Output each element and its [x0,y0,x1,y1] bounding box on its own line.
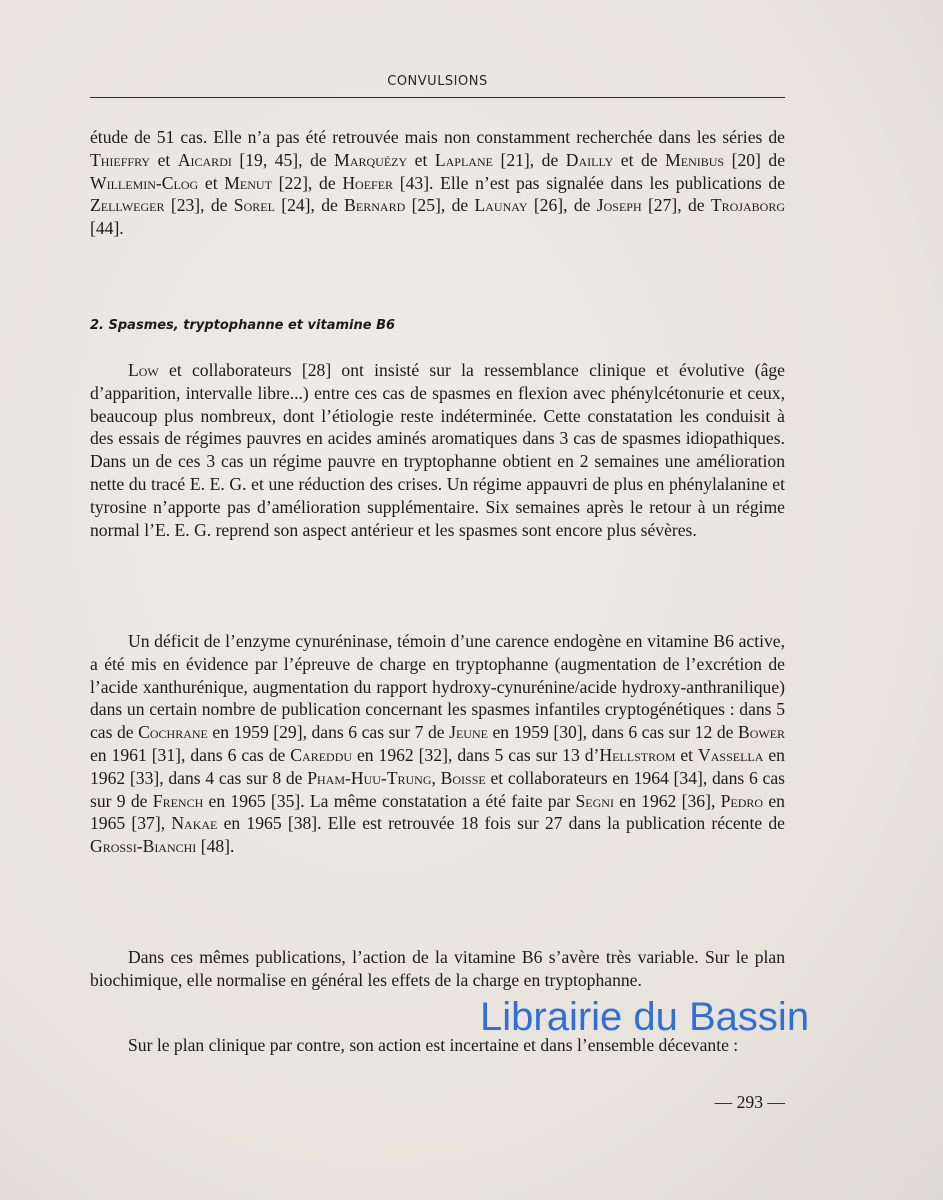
author-name: Low [128,360,159,380]
author-name: Aicardi [177,149,232,170]
author-name: Dailly [565,149,614,170]
author-name: Pham-Huu-Trung [307,767,432,788]
text: Dans ces mêmes publications, l’action de la vitamine B6 s’avère très variable. Sur le plan biochimique, elle normalise en général les effets de la charge en tryptophanne. [90,947,785,990]
author-name: Hellstrom [599,744,676,765]
text: [20] de [724,149,785,170]
author-name: Grossi-Bianchi [90,836,197,857]
text: , [431,767,441,788]
text: et collaborateurs en 1964 [34], dans 6 cas sur 9 de [90,767,785,811]
paragraph-1 [90,126,785,240]
author-name: Bernard [344,195,406,216]
author-name: Vassella [698,744,764,765]
author-name: Launay [474,195,528,216]
text: en 1965 [35]. La même constatation a été faite par [203,790,576,811]
author-name: Boisse [440,767,486,788]
author-name: Willemin-Clog [90,172,199,193]
running-head: CONVULSIONS [387,74,488,89]
text: [21], de [492,149,566,170]
text: [22], de [271,172,343,193]
text: [26], de [527,195,597,216]
author-name: Menibus [665,149,725,170]
text: et de [613,149,666,170]
text: en 1961 [31], dans 6 cas de [90,744,291,765]
author-name: Jeune [449,722,488,743]
text: en 1962 [36], [613,790,721,811]
text: [27], de [641,195,711,216]
author-name: Zellweger [90,195,165,216]
text: et [407,149,435,170]
author-name: Cochrane [138,722,208,743]
text: en 1962 [32], dans 5 cas sur 13 d’ [352,744,600,765]
author-name: Marquézy [334,149,408,170]
author-name: Segni [575,790,614,811]
paragraph-4 [90,946,785,992]
watermark: Librairie du Bassin [480,995,810,1039]
paragraph-3 [90,630,785,858]
author-name: French [152,790,204,811]
text: [48]. [196,836,235,857]
author-name: Nakae [171,813,218,834]
author-name: Sorel [233,195,275,216]
author-name: Pedro [720,790,764,811]
text: étude de 51 cas. Elle n’a pas été retrouvée mais non constamment recherchée dans les séries de [90,127,785,147]
text: en 1965 [38]. Elle est retrouvée 18 fois sur 27 dans la publication récente de [217,813,785,834]
text: et [198,172,225,193]
author-name: Menut [224,172,272,193]
text: [24], de [274,195,345,216]
text: et collaborateurs [28] ont insisté sur la ressemblance clinique et évolutive (âge d’apparition, intervalle libre...) entre ces cas de spasmes en flexion avec phénylcétonurie et ceux, beaucoup plus nombreux, dont l’étiologie reste indéterminée. Cette constatation les conduisit à des essais de régimes pauvres en acides aminés aromatiques dans 3 cas de spasmes idiopathiques. Dans un de ces 3 cas un régime pauvre en tryptophanne obtient en 2 semaines une amélioration nette du tracé E. E. G. et une réduction des crises. Un régime appauvri de plus en phénylalanine et tyrosine n’apporte pas d’amélioration supplémentaire. Six semaines après le retour à un régime normal l’E. E. G. reprend son aspect antérieur et les spasmes sont encore plus sévères. [90,360,785,540]
text: [23], de [164,195,234,216]
header-rule [90,97,785,98]
author-name: Trojaborg [710,195,785,216]
author-name: Careddu [290,744,353,765]
paragraph-2 [90,359,785,541]
text: [43]. Elle n’est pas signalée dans les publications de [393,172,786,193]
author-name: Joseph [596,195,642,216]
text: en 1959 [29], dans 6 cas sur 7 de [207,722,450,743]
author-name: Bower [737,722,786,743]
author-name: Laplane [434,149,493,170]
text: Sur le plan clinique par contre, son action est incertaine et dans l’ensemble décevante : [128,1035,739,1055]
page-number: — 293 — [714,1092,785,1112]
text: en 1959 [30], dans 6 cas sur 12 de [487,722,738,743]
text: et [150,149,178,170]
author-name: Thieffry [90,149,151,170]
text: et [675,744,699,765]
text: [44]. [90,218,124,239]
text: Un déficit de l’enzyme cynuréninase, témoin d’une carence endogène en vitamine B6 active, a été mis en évidence par l’épreuve de charge en tryptophanne (augmentation de l’excrétion de l’acide xanthurénique, augmentation du rapport hydroxy-cynurénine/acide hydroxy-anthranilique) dans un certain nombre de publication concernant les spasmes infantiles cryptogénétiques : dans 5 cas de [90,631,785,743]
author-name: Hoefer [342,172,394,193]
text: en 1965 [37], [90,790,785,834]
text: [25], de [405,195,475,216]
text: en 1962 [33], dans 4 cas sur 8 de [90,744,785,788]
text: [19, 45], de [231,149,335,170]
section-heading: 2. Spasmes, tryptophanne et vitamine B6 [90,318,396,333]
